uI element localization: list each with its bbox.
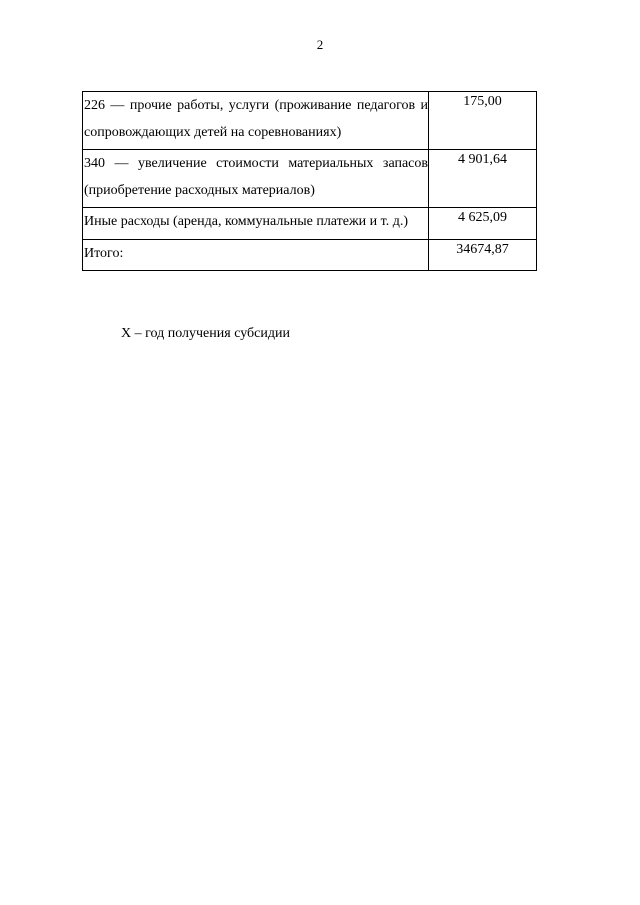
- expense-amount: 4 625,09: [429, 208, 537, 240]
- footnote: Х – год получения субсидии: [121, 326, 290, 341]
- total-label: Итого:: [83, 239, 429, 270]
- table-row: [83, 92, 537, 150]
- expense-table: [82, 91, 537, 271]
- page-number: 2: [316, 37, 324, 52]
- table-row: [83, 150, 537, 208]
- total-amount: 34674,87: [429, 239, 537, 270]
- expense-amount: 4 901,64: [429, 150, 537, 208]
- table-row-total: [83, 239, 537, 270]
- expense-description: Иные расходы (аренда, коммунальные платежи и т. д.): [83, 208, 429, 240]
- table-row: [83, 208, 537, 240]
- expense-description: 340 — увеличение стоимости материальных запасов (приобретение расходных материалов): [83, 150, 429, 208]
- expense-description: 226 — прочие работы, услуги (проживание педагогов и сопровождающих детей на соревнованиях): [83, 92, 429, 150]
- expense-amount: 175,00: [429, 92, 537, 150]
